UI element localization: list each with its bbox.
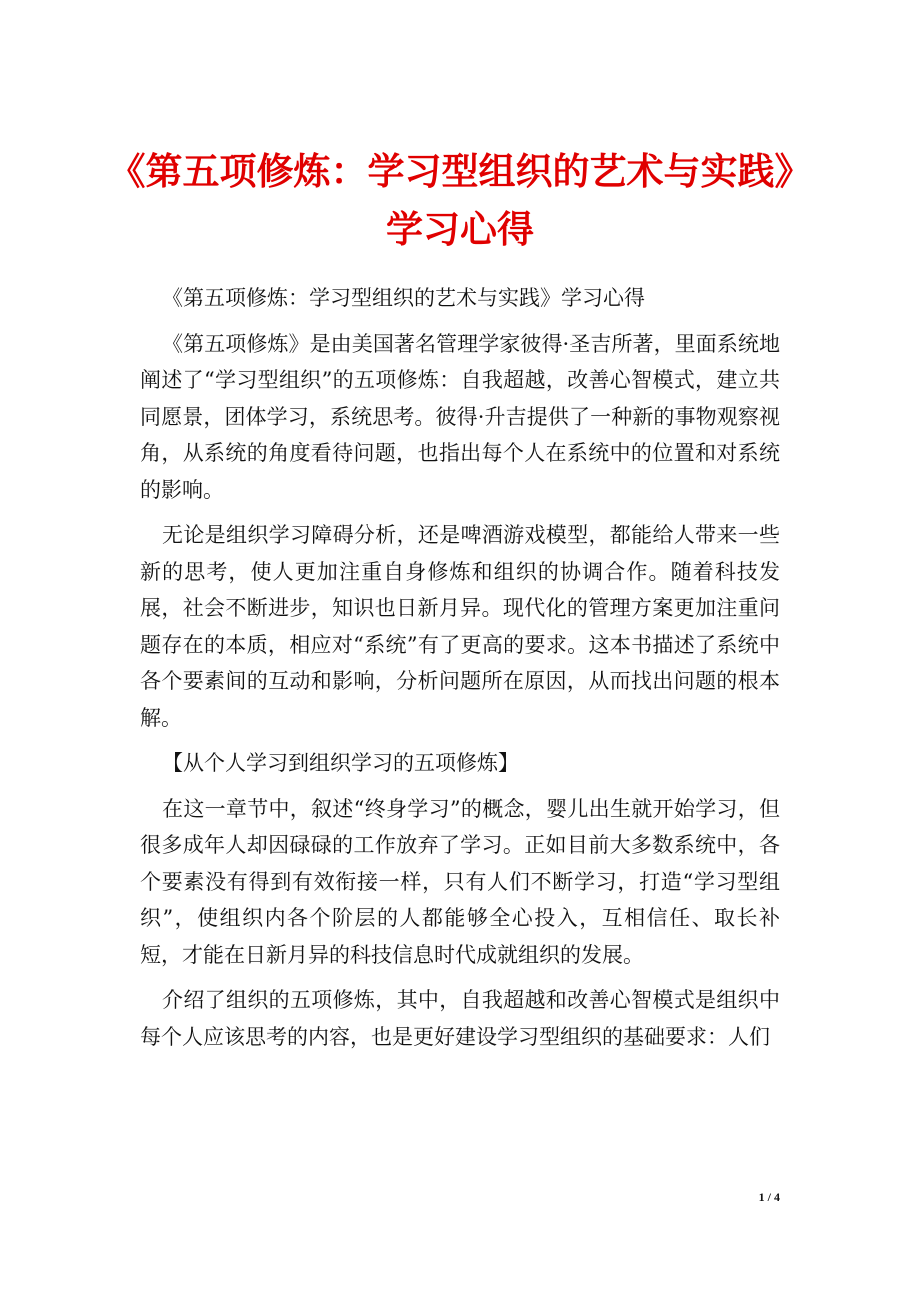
paragraph: 无论是组织学习障碍分析，还是啤酒游戏模型，都能给人带来一些新的思考，使人更加注重自身修炼和组织的协调合作。随着科技发展，社会不断进步，知识也日新月异。现代化的管理方案更加注重问题存在的本质，相应对“系统”有了更高的要求。这本书描述了系统中各个要素间的互动和影响，分析问题所在原因，从而找出问题的根本解。: [140, 523, 780, 730]
page-number: 1 / 4: [758, 1190, 780, 1204]
document-title: [100, 142, 820, 258]
paragraph: 《第五项修炼》是由美国著名管理学家彼得·圣吉所著，里面系统地阐述了“学习型组织”的五项修炼：自我超越，改善心智模式，建立共同愿景，团体学习，系统思考。彼得·升吉提供了一种新的事物观察视角，从系统的角度看待问题，也指出每个人在系统中的位置和对系统的影响。: [140, 331, 780, 502]
paragraph-subtitle: 《第五项修炼：学习型组织的艺术与实践》学习心得: [162, 286, 646, 310]
document-body: [140, 280, 780, 1064]
title-line-2: 学习心得: [386, 207, 534, 251]
section-heading: 【从个人学习到组织学习的五项修炼】: [162, 751, 520, 775]
paragraph: 介绍了组织的五项修炼，其中，自我超越和改善心智模式是组织中每个人应该思考的内容，也是更好建设学习型组织的基础要求：人们: [140, 988, 780, 1049]
title-line-1: 《第五项修炼：学习型组织的艺术与实践》: [108, 149, 812, 193]
paragraph: 在这一章节中，叙述“终身学习”的概念，婴儿出生就开始学习，但很多成年人却因碌碌的工作放弃了学习。正如目前大多数系统中，各个要素没有得到有效衔接一样，只有人们不断学习，打造“学习型组织”，使组织内各个阶层的人都能够全心投入，互相信任、取长补短，才能在日新月异的科技信息时代成就组织的发展。: [140, 796, 780, 967]
